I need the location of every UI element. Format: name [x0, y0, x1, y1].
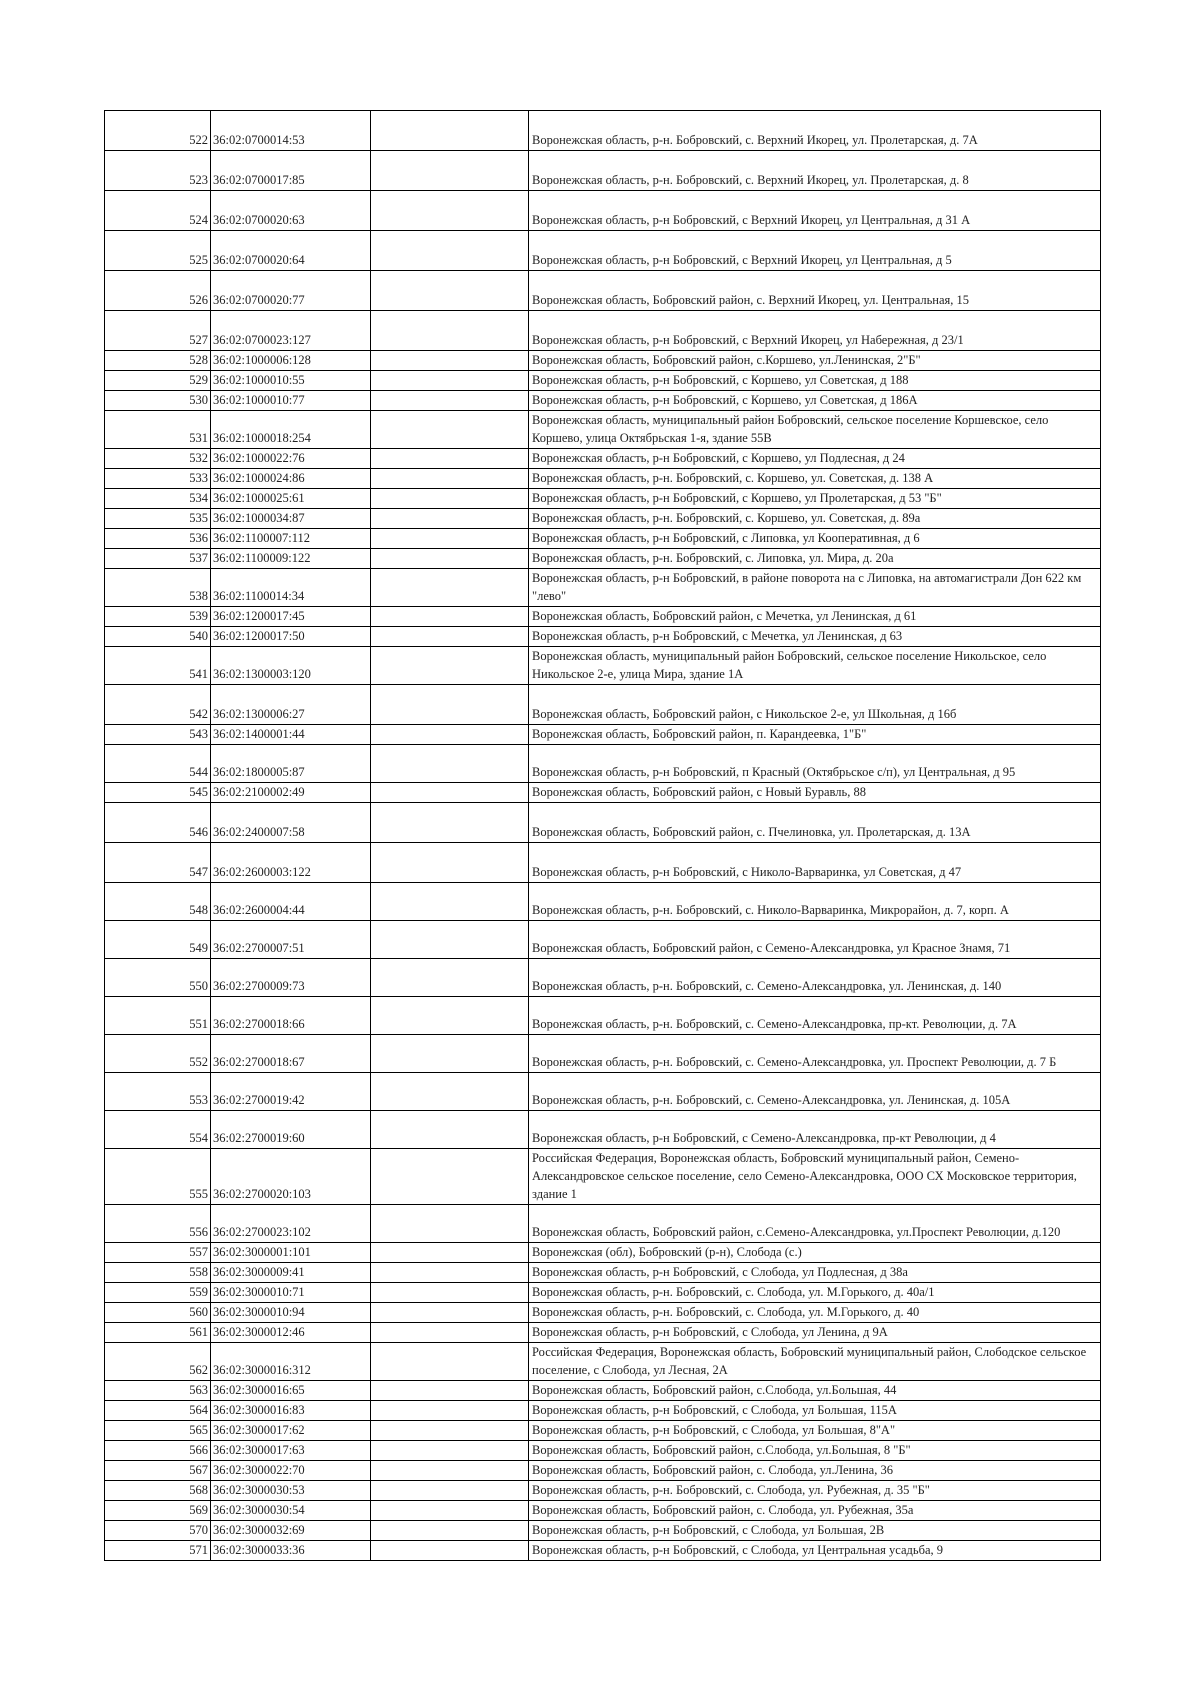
- row-number: 548: [105, 883, 211, 921]
- row-number: 549: [105, 921, 211, 959]
- table-row: [105, 1149, 1101, 1205]
- row-number: 556: [105, 1205, 211, 1243]
- table-row: [105, 1501, 1101, 1521]
- row-number: 566: [105, 1441, 211, 1461]
- empty-cell: [371, 1421, 529, 1441]
- empty-cell: [371, 1263, 529, 1283]
- table-row: [105, 391, 1101, 411]
- empty-cell: [371, 411, 529, 449]
- row-number: 544: [105, 745, 211, 783]
- row-number: 553: [105, 1073, 211, 1111]
- table-row: [105, 231, 1101, 271]
- cadastral-number: 36:02:2700009:73: [211, 959, 371, 997]
- row-number: 564: [105, 1401, 211, 1421]
- empty-cell: [371, 627, 529, 647]
- address-cell: Воронежская область, р-н Бобровский, с Верхний Икорец, ул Центральная, д 31 А: [529, 191, 1101, 231]
- row-number: 563: [105, 1381, 211, 1401]
- address-cell: Воронежская область, Бобровский район, с.Коршево, ул.Ленинская, 2"Б": [529, 351, 1101, 371]
- row-number: 525: [105, 231, 211, 271]
- address-cell: Воронежская область, р-н. Бобровский, с. Семено-Александровка, ул. Ленинская, д. 105А: [529, 1073, 1101, 1111]
- table-row: [105, 607, 1101, 627]
- table-row: [105, 843, 1101, 883]
- address-cell: Воронежская область, р-н. Бобровский, с. Слобода, ул. М.Горького, д. 40: [529, 1303, 1101, 1323]
- cadastral-number: 36:02:1000006:128: [211, 351, 371, 371]
- empty-cell: [371, 783, 529, 803]
- row-number: 557: [105, 1243, 211, 1263]
- empty-cell: [371, 1501, 529, 1521]
- cadastral-number: 36:02:3000016:65: [211, 1381, 371, 1401]
- address-cell: Воронежская область, р-н. Бобровский, с. Николо-Варваринка, Микрорайон, д. 7, корп. А: [529, 883, 1101, 921]
- cadastral-number: 36:02:1000034:87: [211, 509, 371, 529]
- empty-cell: [371, 1303, 529, 1323]
- cadastral-number: 36:02:2700019:60: [211, 1111, 371, 1149]
- address-cell: Воронежская область, р-н Бобровский, с Верхний Икорец, ул Набережная, д 23/1: [529, 311, 1101, 351]
- empty-cell: [371, 1541, 529, 1561]
- address-cell: Воронежская область, р-н Бобровский, с Коршево, ул Советская, д 186А: [529, 391, 1101, 411]
- row-number: 555: [105, 1149, 211, 1205]
- address-cell: Воронежская область, р-н Бобровский, с Семено-Александровка, пр-кт Революции, д 4: [529, 1111, 1101, 1149]
- empty-cell: [371, 191, 529, 231]
- cadastral-number: 36:02:0700014:53: [211, 111, 371, 151]
- empty-cell: [371, 1323, 529, 1343]
- empty-cell: [371, 921, 529, 959]
- cadastral-number: 36:02:1000010:77: [211, 391, 371, 411]
- empty-cell: [371, 1401, 529, 1421]
- table-row: [105, 449, 1101, 469]
- cadastral-number: 36:02:1000018:254: [211, 411, 371, 449]
- empty-cell: [371, 997, 529, 1035]
- address-cell: Воронежская область, р-н Бобровский, с Слобода, ул Большая, 115А: [529, 1401, 1101, 1421]
- row-number: 534: [105, 489, 211, 509]
- cadastral-number: 36:02:2700020:103: [211, 1149, 371, 1205]
- cadastral-number: 36:02:3000010:94: [211, 1303, 371, 1323]
- address-cell: Воронежская область, Бобровский район, с. Пчелиновка, ул. Пролетарская, д. 13А: [529, 803, 1101, 843]
- row-number: 522: [105, 111, 211, 151]
- table-row: [105, 647, 1101, 685]
- table-row: [105, 1073, 1101, 1111]
- table-row: [105, 997, 1101, 1035]
- row-number: 567: [105, 1461, 211, 1481]
- cadastral-number: 36:02:3000012:46: [211, 1323, 371, 1343]
- cadastral-number: 36:02:3000009:41: [211, 1263, 371, 1283]
- empty-cell: [371, 685, 529, 725]
- empty-cell: [371, 151, 529, 191]
- row-number: 539: [105, 607, 211, 627]
- row-number: 560: [105, 1303, 211, 1323]
- cadastral-number: 36:02:1100014:34: [211, 569, 371, 607]
- table-row: [105, 1401, 1101, 1421]
- cadastral-number: 36:02:1300003:120: [211, 647, 371, 685]
- empty-cell: [371, 549, 529, 569]
- cadastral-number: 36:02:1000025:61: [211, 489, 371, 509]
- row-number: 547: [105, 843, 211, 883]
- address-cell: Воронежская область, р-н Бобровский, с Слобода, ул Ленина, д 9А: [529, 1323, 1101, 1343]
- address-cell: Воронежская область, р-н Бобровский, п Красный (Октябрьское с/п), ул Центральная, д 95: [529, 745, 1101, 783]
- address-cell: Воронежская область, Бобровский район, с Семено-Александровка, ул Красное Знамя, 71: [529, 921, 1101, 959]
- address-cell: Воронежская область, Бобровский район, с.Слобода, ул.Большая, 8 "Б": [529, 1441, 1101, 1461]
- address-cell: Воронежская область, Бобровский район, п. Карандеевка, 1"Б": [529, 725, 1101, 745]
- empty-cell: [371, 1205, 529, 1243]
- row-number: 550: [105, 959, 211, 997]
- address-cell: Воронежская область, Бобровский район, с. Слобода, ул. Рубежная, 35а: [529, 1501, 1101, 1521]
- row-number: 523: [105, 151, 211, 191]
- empty-cell: [371, 351, 529, 371]
- table-row: [105, 1243, 1101, 1263]
- table-row: [105, 271, 1101, 311]
- empty-cell: [371, 1073, 529, 1111]
- empty-cell: [371, 725, 529, 745]
- empty-cell: [371, 1441, 529, 1461]
- row-number: 551: [105, 997, 211, 1035]
- row-number: 558: [105, 1263, 211, 1283]
- cadastral-number: 36:02:1100009:122: [211, 549, 371, 569]
- row-number: 531: [105, 411, 211, 449]
- address-cell: Воронежская область, Бобровский район, с Мечетка, ул Ленинская, д 61: [529, 607, 1101, 627]
- empty-cell: [371, 489, 529, 509]
- row-number: 559: [105, 1283, 211, 1303]
- cadastral-number: 36:02:3000016:83: [211, 1401, 371, 1421]
- row-number: 570: [105, 1521, 211, 1541]
- row-number: 552: [105, 1035, 211, 1073]
- table-row: [105, 1111, 1101, 1149]
- address-cell: Воронежская область, Бобровский район, с. Слобода, ул.Ленина, 36: [529, 1461, 1101, 1481]
- empty-cell: [371, 569, 529, 607]
- row-number: 532: [105, 449, 211, 469]
- cadastral-number: 36:02:3000016:312: [211, 1343, 371, 1381]
- address-cell: Воронежская область, р-н. Бобровский, с. Слобода, ул. М.Горького, д. 40а/1: [529, 1283, 1101, 1303]
- empty-cell: [371, 1381, 529, 1401]
- table-row: [105, 1303, 1101, 1323]
- table-row: [105, 745, 1101, 783]
- empty-cell: [371, 449, 529, 469]
- empty-cell: [371, 607, 529, 627]
- table-row: [105, 1323, 1101, 1343]
- cadastral-number: 36:02:3000033:36: [211, 1541, 371, 1561]
- address-cell: Воронежская область, р-н. Бобровский, с. Верхний Икорец, ул. Пролетарская, д. 7А: [529, 111, 1101, 151]
- address-cell: Воронежская область, Бобровский район, с.Слобода, ул.Большая, 44: [529, 1381, 1101, 1401]
- address-cell: Воронежская область, р-н Бобровский, с Коршево, ул Советская, д 188: [529, 371, 1101, 391]
- empty-cell: [371, 391, 529, 411]
- address-cell: Воронежская область, р-н Бобровский, с Мечетка, ул Ленинская, д 63: [529, 627, 1101, 647]
- cadastral-number: 36:02:1000024:86: [211, 469, 371, 489]
- property-table: [104, 110, 1101, 1561]
- row-number: 524: [105, 191, 211, 231]
- row-number: 536: [105, 529, 211, 549]
- row-number: 546: [105, 803, 211, 843]
- cadastral-number: 36:02:1000022:76: [211, 449, 371, 469]
- empty-cell: [371, 1481, 529, 1501]
- address-cell: Воронежская область, р-н. Бобровский, с. Верхний Икорец, ул. Пролетарская, д. 8: [529, 151, 1101, 191]
- empty-cell: [371, 883, 529, 921]
- table-row: [105, 803, 1101, 843]
- row-number: 533: [105, 469, 211, 489]
- address-cell: Воронежская область, р-н. Бобровский, с. Слобода, ул. Рубежная, д. 35 "Б": [529, 1481, 1101, 1501]
- empty-cell: [371, 803, 529, 843]
- address-cell: Воронежская область, Бобровский район, с Новый Буравль, 88: [529, 783, 1101, 803]
- empty-cell: [371, 1035, 529, 1073]
- cadastral-number: 36:02:1800005:87: [211, 745, 371, 783]
- address-cell: Воронежская область, р-н Бобровский, с Слобода, ул Центральная усадьба, 9: [529, 1541, 1101, 1561]
- row-number: 543: [105, 725, 211, 745]
- address-cell: Воронежская область, муниципальный район Бобровский, сельское поселение Никольское, село Никольское 2-е, улица Мира, здание 1А: [529, 647, 1101, 685]
- table-row: [105, 489, 1101, 509]
- table-row: [105, 1263, 1101, 1283]
- row-number: 527: [105, 311, 211, 351]
- empty-cell: [371, 745, 529, 783]
- cadastral-number: 36:02:0700020:77: [211, 271, 371, 311]
- address-cell: Воронежская область, р-н Бобровский, с Слобода, ул Большая, 2В: [529, 1521, 1101, 1541]
- cadastral-number: 36:02:2700019:42: [211, 1073, 371, 1111]
- address-cell: Воронежская область, р-н. Бобровский, с. Семено-Александровка, ул. Проспект Революции, д. 7 Б: [529, 1035, 1101, 1073]
- empty-cell: [371, 271, 529, 311]
- address-cell: Воронежская область, р-н Бобровский, с Верхний Икорец, ул Центральная, д 5: [529, 231, 1101, 271]
- empty-cell: [371, 311, 529, 351]
- table-row: [105, 549, 1101, 569]
- empty-cell: [371, 529, 529, 549]
- empty-cell: [371, 509, 529, 529]
- table-row: [105, 191, 1101, 231]
- table-row: [105, 371, 1101, 391]
- table-row: [105, 411, 1101, 449]
- cadastral-number: 36:02:2700018:66: [211, 997, 371, 1035]
- table-row: [105, 1205, 1101, 1243]
- cadastral-number: 36:02:2700007:51: [211, 921, 371, 959]
- empty-cell: [371, 1149, 529, 1205]
- cadastral-number: 36:02:1300006:27: [211, 685, 371, 725]
- address-cell: Воронежская (обл), Бобровский (р-н), Слобода (с.): [529, 1243, 1101, 1263]
- address-cell: Воронежская область, р-н Бобровский, с Коршево, ул Подлесная, д 24: [529, 449, 1101, 469]
- row-number: 537: [105, 549, 211, 569]
- row-number: 561: [105, 1323, 211, 1343]
- empty-cell: [371, 111, 529, 151]
- address-cell: Воронежская область, р-н Бобровский, с Слобода, ул Большая, 8"А": [529, 1421, 1101, 1441]
- address-cell: Воронежская область, Бобровский район, с.Семено-Александровка, ул.Проспект Революции, д.120: [529, 1205, 1101, 1243]
- cadastral-number: 36:02:3000017:63: [211, 1441, 371, 1461]
- table-body: [105, 111, 1101, 1561]
- row-number: 530: [105, 391, 211, 411]
- empty-cell: [371, 1111, 529, 1149]
- cadastral-number: 36:02:2600003:122: [211, 843, 371, 883]
- address-cell: Воронежская область, р-н Бобровский, с Николо-Варваринка, ул Советская, д 47: [529, 843, 1101, 883]
- row-number: 526: [105, 271, 211, 311]
- row-number: 529: [105, 371, 211, 391]
- table-row: [105, 685, 1101, 725]
- cadastral-number: 36:02:1200017:50: [211, 627, 371, 647]
- table-row: [105, 151, 1101, 191]
- table-row: [105, 1283, 1101, 1303]
- table-row: [105, 111, 1101, 151]
- table-row: [105, 1441, 1101, 1461]
- table-row: [105, 1521, 1101, 1541]
- table-row: [105, 1343, 1101, 1381]
- empty-cell: [371, 959, 529, 997]
- row-number: 568: [105, 1481, 211, 1501]
- row-number: 538: [105, 569, 211, 607]
- row-number: 542: [105, 685, 211, 725]
- table-row: [105, 725, 1101, 745]
- cadastral-number: 36:02:1100007:112: [211, 529, 371, 549]
- cadastral-number: 36:02:2400007:58: [211, 803, 371, 843]
- empty-cell: [371, 1461, 529, 1481]
- cadastral-number: 36:02:3000022:70: [211, 1461, 371, 1481]
- address-cell: Воронежская область, р-н. Бобровский, с. Коршево, ул. Советская, д. 89а: [529, 509, 1101, 529]
- address-cell: Воронежская область, р-н. Бобровский, с. Семено-Александровка, пр-кт. Революции, д. 7А: [529, 997, 1101, 1035]
- cadastral-number: 36:02:2100002:49: [211, 783, 371, 803]
- address-cell: Воронежская область, р-н Бобровский, с Липовка, ул Кооперативная, д 6: [529, 529, 1101, 549]
- address-cell: Воронежская область, р-н. Бобровский, с. Семено-Александровка, ул. Ленинская, д. 140: [529, 959, 1101, 997]
- empty-cell: [371, 469, 529, 489]
- empty-cell: [371, 371, 529, 391]
- cadastral-number: 36:02:3000032:69: [211, 1521, 371, 1541]
- cadastral-number: 36:02:1200017:45: [211, 607, 371, 627]
- cadastral-number: 36:02:2700018:67: [211, 1035, 371, 1073]
- row-number: 528: [105, 351, 211, 371]
- row-number: 540: [105, 627, 211, 647]
- table-row: [105, 1461, 1101, 1481]
- table-row: [105, 509, 1101, 529]
- empty-cell: [371, 1343, 529, 1381]
- row-number: 545: [105, 783, 211, 803]
- empty-cell: [371, 843, 529, 883]
- table-row: [105, 1035, 1101, 1073]
- address-cell: Воронежская область, муниципальный район Бобровский, сельское поселение Коршевское, село Коршево, улица Октябрьская 1-я, здание 55В: [529, 411, 1101, 449]
- table-row: [105, 469, 1101, 489]
- cadastral-number: 36:02:3000017:62: [211, 1421, 371, 1441]
- address-cell: Воронежская область, р-н. Бобровский, с. Липовка, ул. Мира, д. 20а: [529, 549, 1101, 569]
- address-cell: Воронежская область, р-н Бобровский, с Слобода, ул Подлесная, д 38а: [529, 1263, 1101, 1283]
- cadastral-number: 36:02:3000010:71: [211, 1283, 371, 1303]
- table-row: [105, 783, 1101, 803]
- empty-cell: [371, 1283, 529, 1303]
- table-row: [105, 1381, 1101, 1401]
- empty-cell: [371, 1243, 529, 1263]
- cadastral-number: 36:02:0700017:85: [211, 151, 371, 191]
- table-row: [105, 351, 1101, 371]
- row-number: 562: [105, 1343, 211, 1381]
- table-row: [105, 883, 1101, 921]
- table-row: [105, 529, 1101, 549]
- table-row: [105, 627, 1101, 647]
- address-cell: Воронежская область, р-н Бобровский, с Коршево, ул Пролетарская, д 53 "Б": [529, 489, 1101, 509]
- cadastral-number: 36:02:2700023:102: [211, 1205, 371, 1243]
- table-row: [105, 569, 1101, 607]
- cadastral-number: 36:02:2600004:44: [211, 883, 371, 921]
- table-row: [105, 921, 1101, 959]
- cadastral-number: 36:02:0700020:64: [211, 231, 371, 271]
- cadastral-number: 36:02:1000010:55: [211, 371, 371, 391]
- document-sheet: [104, 110, 1100, 1561]
- table-row: [105, 311, 1101, 351]
- cadastral-number: 36:02:3000001:101: [211, 1243, 371, 1263]
- address-cell: Воронежская область, р-н. Бобровский, с. Коршево, ул. Советская, д. 138 А: [529, 469, 1101, 489]
- cadastral-number: 36:02:0700023:127: [211, 311, 371, 351]
- row-number: 535: [105, 509, 211, 529]
- address-cell: Воронежская область, р-н Бобровский, в районе поворота на с Липовка, на автомагистрали Дон 622 км "лево": [529, 569, 1101, 607]
- empty-cell: [371, 231, 529, 271]
- row-number: 565: [105, 1421, 211, 1441]
- address-cell: Воронежская область, Бобровский район, с Никольское 2-е, ул Школьная, д 16б: [529, 685, 1101, 725]
- cadastral-number: 36:02:1400001:44: [211, 725, 371, 745]
- address-cell: Воронежская область, Бобровский район, с. Верхний Икорец, ул. Центральная, 15: [529, 271, 1101, 311]
- empty-cell: [371, 647, 529, 685]
- cadastral-number: 36:02:3000030:53: [211, 1481, 371, 1501]
- cadastral-number: 36:02:0700020:63: [211, 191, 371, 231]
- table-row: [105, 1421, 1101, 1441]
- empty-cell: [371, 1521, 529, 1541]
- address-cell: Российская Федерация, Воронежская область, Бобровский муниципальный район, Слободское сельское поселение, с Слобода, ул Лесная, 2А: [529, 1343, 1101, 1381]
- cadastral-number: 36:02:3000030:54: [211, 1501, 371, 1521]
- row-number: 554: [105, 1111, 211, 1149]
- table-row: [105, 1481, 1101, 1501]
- table-row: [105, 1541, 1101, 1561]
- table-row: [105, 959, 1101, 997]
- row-number: 541: [105, 647, 211, 685]
- address-cell: Российская Федерация, Воронежская область, Бобровский муниципальный район, Семено-Александровское сельское поселение, село Семено-Александровка, ООО СХ Московское территория, здание 1: [529, 1149, 1101, 1205]
- row-number: 571: [105, 1541, 211, 1561]
- row-number: 569: [105, 1501, 211, 1521]
